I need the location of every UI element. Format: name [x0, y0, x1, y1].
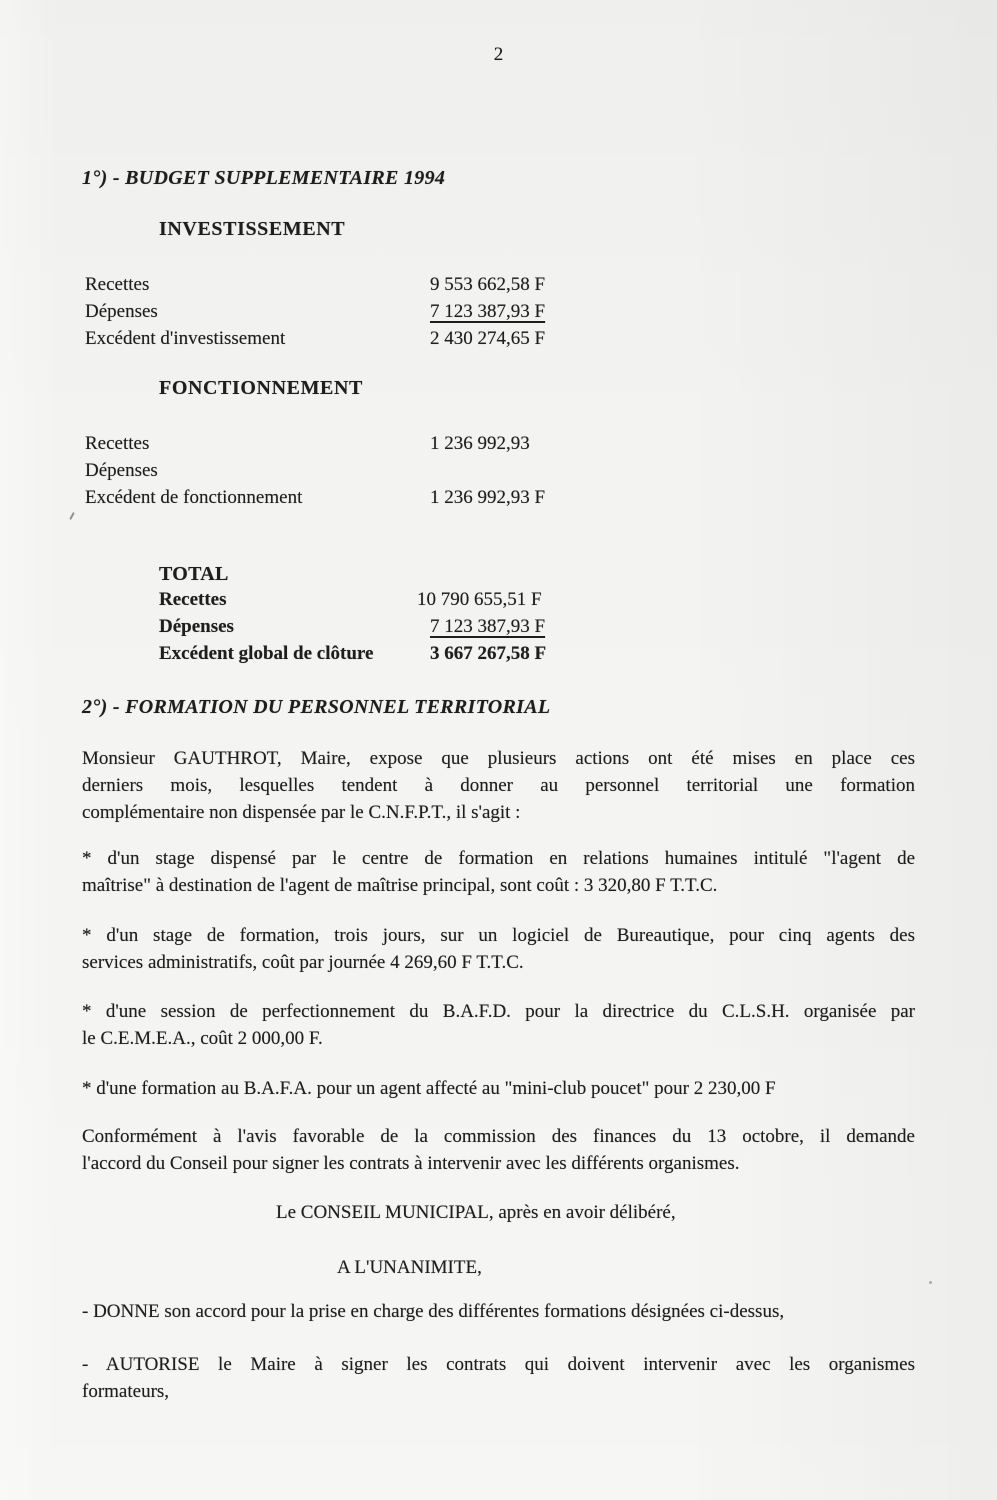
table-row	[159, 586, 719, 613]
deliberation-line: Le CONSEIL MUNICIPAL, après en avoir délibéré,	[276, 1202, 676, 1223]
fonctionnement-title: FONCTIONNEMENT	[159, 377, 363, 399]
bullet-formation-bafa	[82, 1075, 915, 1102]
row-label: Dépenses	[85, 460, 158, 481]
row-label: Dépenses	[159, 616, 234, 637]
row-value-underlined: 7 123 387,93 F	[430, 616, 546, 637]
text-line: formateurs,	[82, 1381, 170, 1402]
text-line: - AUTORISE le Maire à signer les contrats qui doivent intervenir avec les organismes	[82, 1354, 915, 1375]
text-line: Conformément à l'avis favorable de la commission des finances du 13 octobre, il demande	[82, 1126, 915, 1147]
table-row	[85, 484, 645, 511]
row-label: Dépenses	[85, 301, 158, 322]
investissement-table	[85, 271, 645, 352]
row-value: 10 790 655,51 F	[417, 589, 542, 610]
row-value-underlined: 7 123 387,93 F	[430, 301, 546, 322]
text-line: * d'un stage de formation, trois jours, sur un logiciel de Bureautique, pour cinq agents des	[82, 925, 915, 946]
row-value: 9 553 662,58 F	[430, 274, 546, 295]
row-label: Excédent de fonctionnement	[85, 487, 303, 508]
unanimite-line: A L'UNANIMITE,	[337, 1257, 482, 1278]
table-row	[85, 298, 645, 325]
section1-heading: 1°) - BUDGET SUPPLEMENTAIRE 1994	[82, 167, 446, 189]
investissement-title: INVESTISSEMENT	[159, 218, 346, 240]
row-label: Recettes	[85, 274, 150, 295]
text-line: * d'une formation au B.A.F.A. pour un agent affecté au "mini-club poucet" pour 2 230,00 F	[82, 1078, 776, 1099]
row-value: 1 236 992,93	[430, 433, 530, 454]
row-label: Recettes	[85, 433, 150, 454]
row-label: Recettes	[159, 589, 227, 610]
table-row	[85, 325, 645, 352]
bullet-stage-bureautique	[82, 922, 915, 976]
text-line: * d'un stage dispensé par le centre de formation en relations humaines intitulé "l'agent de	[82, 848, 915, 869]
resolution-autorise	[82, 1351, 915, 1405]
page-number: 2	[493, 44, 504, 65]
text-line: maîtrise" à destination de l'agent de maîtrise principal, sont coût : 3 320,80 F T.T.C.	[82, 875, 718, 896]
row-value: 3 667 267,58 F	[430, 643, 547, 664]
paragraph-intro	[82, 745, 915, 826]
table-row	[159, 640, 719, 667]
bullet-session-bafd	[82, 998, 915, 1052]
table-row	[85, 457, 645, 484]
text-line: le C.E.M.E.A., coût 2 000,00 F.	[82, 1028, 323, 1049]
text-line: services administratifs, coût par journée 4 269,60 F T.T.C.	[82, 952, 524, 973]
text-line: complémentaire non dispensée par le C.N.F.P.T., il s'agit :	[82, 802, 521, 823]
resolution-donne	[82, 1298, 915, 1325]
row-label: Excédent global de clôture	[159, 643, 374, 664]
text-line: Monsieur GAUTHROT, Maire, expose que plusieurs actions ont été mises en place ces	[82, 748, 915, 769]
table-row	[85, 430, 645, 457]
text-line: * d'une session de perfectionnement du B.A.F.D. pour la directrice du C.L.S.H. organisée par	[82, 1001, 915, 1022]
text-line: - DONNE son accord pour la prise en charge des différentes formations désignées ci-dessus,	[82, 1301, 785, 1322]
row-label: Excédent d'investissement	[85, 328, 286, 349]
scan-artifact	[69, 512, 75, 520]
row-value: 2 430 274,65 F	[430, 328, 546, 349]
total-table	[159, 586, 719, 667]
table-row	[85, 271, 645, 298]
text-line: l'accord du Conseil pour signer les contrats à intervenir avec les différents organismes.	[82, 1153, 740, 1174]
fonctionnement-table	[85, 430, 645, 511]
bullet-stage-maitrise	[82, 845, 915, 899]
section2-heading: 2°) - FORMATION DU PERSONNEL TERRITORIAL	[82, 696, 551, 718]
text-line: derniers mois, lesquelles tendent à donner au personnel territorial une formation	[82, 775, 915, 796]
paragraph-conformement	[82, 1123, 915, 1177]
scan-artifact	[929, 1281, 932, 1284]
row-value: 1 236 992,93 F	[430, 487, 546, 508]
table-row	[159, 613, 719, 640]
total-title: TOTAL	[159, 563, 229, 585]
